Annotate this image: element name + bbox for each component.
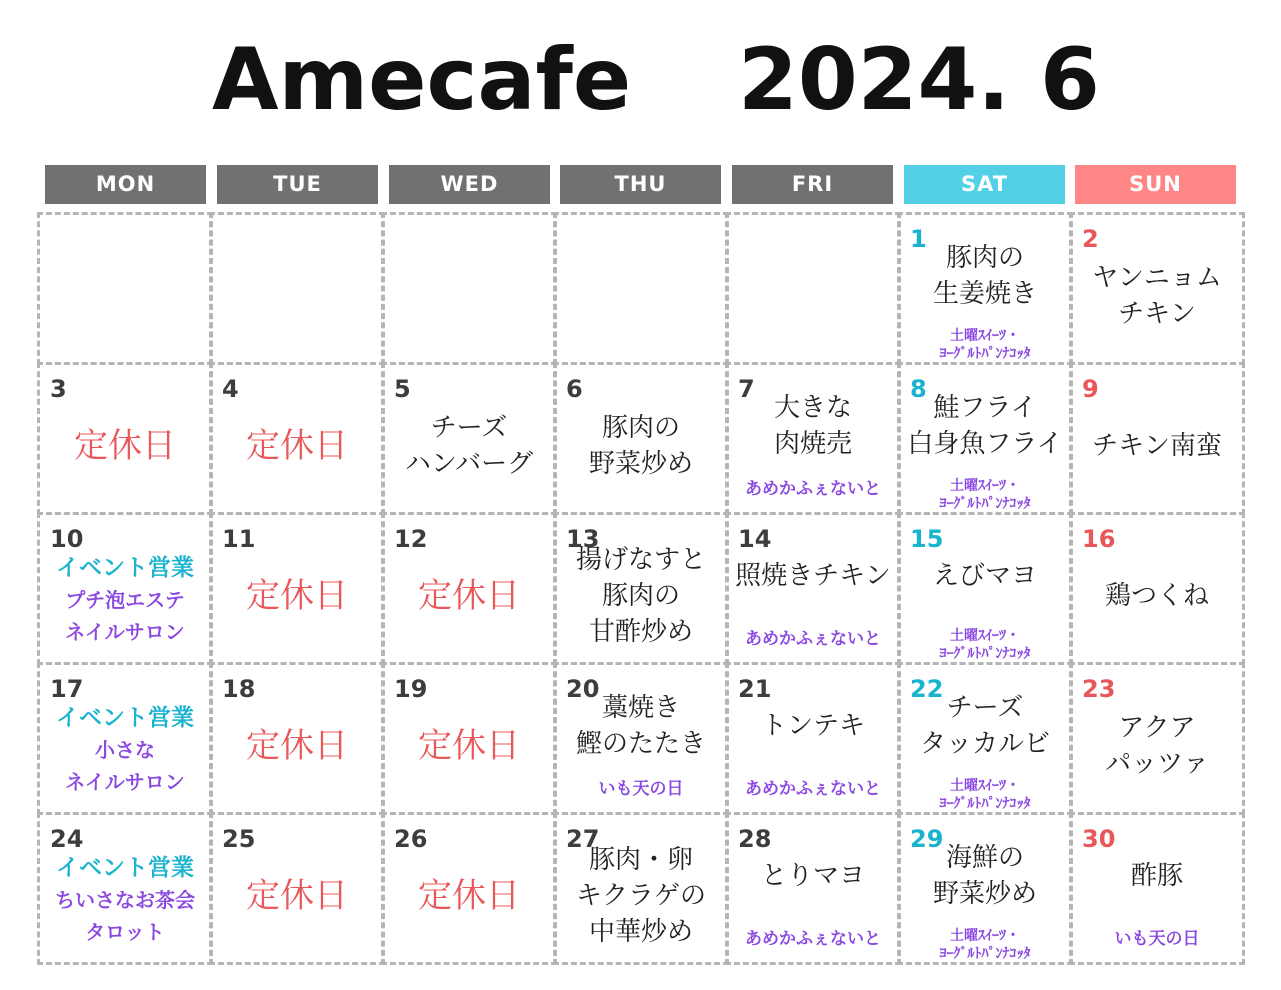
- menu-line: とりマヨ: [760, 861, 865, 891]
- menu-line: 生姜焼き: [932, 279, 1037, 309]
- menu-line: 甘酢炒め: [588, 617, 693, 647]
- bottom-note: あめかふぇないと: [745, 779, 881, 799]
- day-number: 5: [394, 375, 411, 403]
- day-cell-5: [381, 362, 557, 515]
- closed-day-label: 定休日: [246, 876, 348, 916]
- day-cell-10: [37, 512, 213, 665]
- saturday-sweets-note: 土曜ｽｲｰﾂ・: [950, 478, 1020, 494]
- day-cell-3: [37, 362, 213, 515]
- day-cell-25: [209, 812, 385, 965]
- menu-line: 野菜炒め: [588, 449, 693, 479]
- day-number: 12: [394, 525, 428, 553]
- day-cell-28: [725, 812, 901, 965]
- day-number: 30: [1082, 825, 1116, 853]
- weekday-header-sat: SAT: [904, 165, 1065, 204]
- saturday-sweets-note: ﾖｰｸﾞﾙﾄﾊﾟﾝﾅｺｯﾀ: [939, 346, 1031, 362]
- empty-day-cell: [725, 212, 901, 365]
- day-cell-15: [897, 512, 1073, 665]
- day-cell-2: [1069, 212, 1245, 365]
- closed-day-label: 定休日: [246, 726, 348, 766]
- menu-line: 鶏つくね: [1104, 581, 1209, 611]
- day-number: 2: [1082, 225, 1099, 253]
- day-number: 3: [50, 375, 67, 403]
- menu-line: チキン南蛮: [1092, 431, 1222, 461]
- day-number: 13: [566, 525, 600, 553]
- menu-line: ハンバーグ: [404, 449, 534, 479]
- day-cell-1: [897, 212, 1073, 365]
- day-cell-18: [209, 662, 385, 815]
- day-number: 19: [394, 675, 428, 703]
- day-cell-27: [553, 812, 729, 965]
- bottom-note: あめかふぇないと: [745, 479, 881, 499]
- menu-line: 鰹のたたき: [575, 729, 706, 759]
- menu-line: チキン: [1118, 299, 1196, 329]
- closed-day-label: 定休日: [246, 576, 348, 616]
- menu-line: 海鮮の: [945, 843, 1024, 873]
- day-cell-13: [553, 512, 729, 665]
- menu-line: キクラゲの: [575, 881, 706, 911]
- day-number: 7: [738, 375, 755, 403]
- event-detail: 小さな: [95, 738, 155, 762]
- day-number: 1: [910, 225, 927, 253]
- menu-line: 豚肉の: [945, 243, 1024, 273]
- menu-line: ヤンニョム: [1092, 263, 1222, 293]
- event-label: イベント営業: [56, 855, 194, 881]
- day-cell-6: [553, 362, 729, 515]
- menu-line: 揚げなすと: [575, 545, 706, 575]
- bottom-note: いも天の日: [598, 779, 684, 799]
- day-number: 26: [394, 825, 428, 853]
- day-number: 23: [1082, 675, 1116, 703]
- closed-day-label: 定休日: [418, 576, 520, 616]
- day-cell-14: [725, 512, 901, 665]
- saturday-sweets-note: ﾖｰｸﾞﾙﾄﾊﾟﾝﾅｺｯﾀ: [939, 946, 1031, 962]
- day-cell-19: [381, 662, 557, 815]
- day-number: 6: [566, 375, 583, 403]
- saturday-sweets-note: 土曜ｽｲｰﾂ・: [950, 328, 1020, 344]
- menu-line: アクア: [1118, 713, 1196, 743]
- event-detail: ちいさなお茶会: [55, 888, 195, 912]
- empty-day-cell: [553, 212, 729, 365]
- day-number: 18: [222, 675, 256, 703]
- weekday-header-sun: SUN: [1075, 165, 1236, 204]
- menu-line: チーズ: [430, 413, 508, 443]
- menu-line: 豚肉の: [601, 581, 680, 611]
- day-number: 16: [1082, 525, 1116, 553]
- day-cell-4: [209, 362, 385, 515]
- day-cell-23: [1069, 662, 1245, 815]
- saturday-sweets-note: 土曜ｽｲｰﾂ・: [950, 928, 1020, 944]
- event-detail: ネイルサロン: [65, 770, 185, 794]
- day-number: 10: [50, 525, 84, 553]
- day-number: 17: [50, 675, 84, 703]
- day-cell-21: [725, 662, 901, 815]
- calendar-title: [0, 30, 1281, 130]
- closed-day-label: 定休日: [418, 726, 520, 766]
- saturday-sweets-note: 土曜ｽｲｰﾂ・: [950, 628, 1020, 644]
- menu-line: 中華炒め: [588, 917, 693, 947]
- weekday-header-fri: FRI: [732, 165, 893, 204]
- saturday-sweets-note: 土曜ｽｲｰﾂ・: [950, 778, 1020, 794]
- bottom-note: いも天の日: [1114, 929, 1200, 949]
- cafe-name: Amecafe: [212, 30, 632, 130]
- event-detail: タロット: [85, 920, 165, 944]
- day-cell-24: [37, 812, 213, 965]
- day-cell-26: [381, 812, 557, 965]
- menu-line: 豚肉の: [601, 413, 680, 443]
- menu-line: 豚肉・卵: [588, 845, 693, 875]
- event-detail: ネイルサロン: [65, 620, 185, 644]
- saturday-sweets-note: ﾖｰｸﾞﾙﾄﾊﾟﾝﾅｺｯﾀ: [939, 646, 1031, 662]
- day-cell-7: [725, 362, 901, 515]
- day-number: 15: [910, 525, 944, 553]
- event-label: イベント営業: [56, 555, 194, 581]
- day-number: 4: [222, 375, 239, 403]
- empty-day-cell: [209, 212, 385, 365]
- menu-line: 大きな: [773, 393, 852, 423]
- empty-day-cell: [37, 212, 213, 365]
- menu-line: 藁焼き: [601, 693, 680, 723]
- day-number: 28: [738, 825, 772, 853]
- day-number: 21: [738, 675, 772, 703]
- closed-day-label: 定休日: [246, 426, 348, 466]
- year-month: 2024. 6: [738, 30, 1100, 130]
- menu-line: 肉焼売: [773, 429, 852, 459]
- closed-day-label: 定休日: [418, 876, 520, 916]
- menu-line: 照焼きチキン: [735, 561, 891, 591]
- day-number: 29: [910, 825, 944, 853]
- bottom-note: あめかふぇないと: [745, 629, 881, 649]
- menu-line: チーズ: [946, 693, 1024, 723]
- day-number: 8: [910, 375, 927, 403]
- day-cell-20: [553, 662, 729, 815]
- day-number: 27: [566, 825, 600, 853]
- day-cell-16: [1069, 512, 1245, 665]
- menu-line: 野菜炒め: [932, 879, 1037, 909]
- day-cell-22: [897, 662, 1073, 815]
- weekday-header-mon: MON: [45, 165, 206, 204]
- closed-day-label: 定休日: [74, 426, 176, 466]
- day-number: 22: [910, 675, 944, 703]
- menu-line: パッツァ: [1105, 749, 1209, 779]
- menu-line: タッカルビ: [919, 729, 1050, 759]
- menu-line: トンテキ: [760, 711, 865, 741]
- weekday-header-tue: TUE: [217, 165, 378, 204]
- saturday-sweets-note: ﾖｰｸﾞﾙﾄﾊﾟﾝﾅｺｯﾀ: [939, 796, 1031, 812]
- day-number: 11: [222, 525, 256, 553]
- day-number: 14: [738, 525, 772, 553]
- day-number: 24: [50, 825, 84, 853]
- day-number: 25: [222, 825, 256, 853]
- day-cell-11: [209, 512, 385, 665]
- event-detail: プチ泡エステ: [65, 588, 185, 612]
- menu-line: 鮭フライ: [933, 393, 1037, 423]
- day-cell-12: [381, 512, 557, 665]
- day-cell-9: [1069, 362, 1245, 515]
- day-cell-8: [897, 362, 1073, 515]
- weekday-header-wed: WED: [389, 165, 550, 204]
- menu-line: えびマヨ: [932, 561, 1037, 591]
- menu-line: 酢豚: [1130, 861, 1183, 891]
- day-cell-29: [897, 812, 1073, 965]
- menu-line: 白身魚フライ: [907, 429, 1063, 459]
- event-label: イベント営業: [56, 705, 194, 731]
- day-number: 9: [1082, 375, 1099, 403]
- weekday-header-thu: THU: [560, 165, 721, 204]
- empty-day-cell: [381, 212, 557, 365]
- bottom-note: あめかふぇないと: [745, 929, 881, 949]
- day-cell-30: [1069, 812, 1245, 965]
- day-cell-17: [37, 662, 213, 815]
- saturday-sweets-note: ﾖｰｸﾞﾙﾄﾊﾟﾝﾅｺｯﾀ: [939, 496, 1031, 512]
- day-number: 20: [566, 675, 600, 703]
